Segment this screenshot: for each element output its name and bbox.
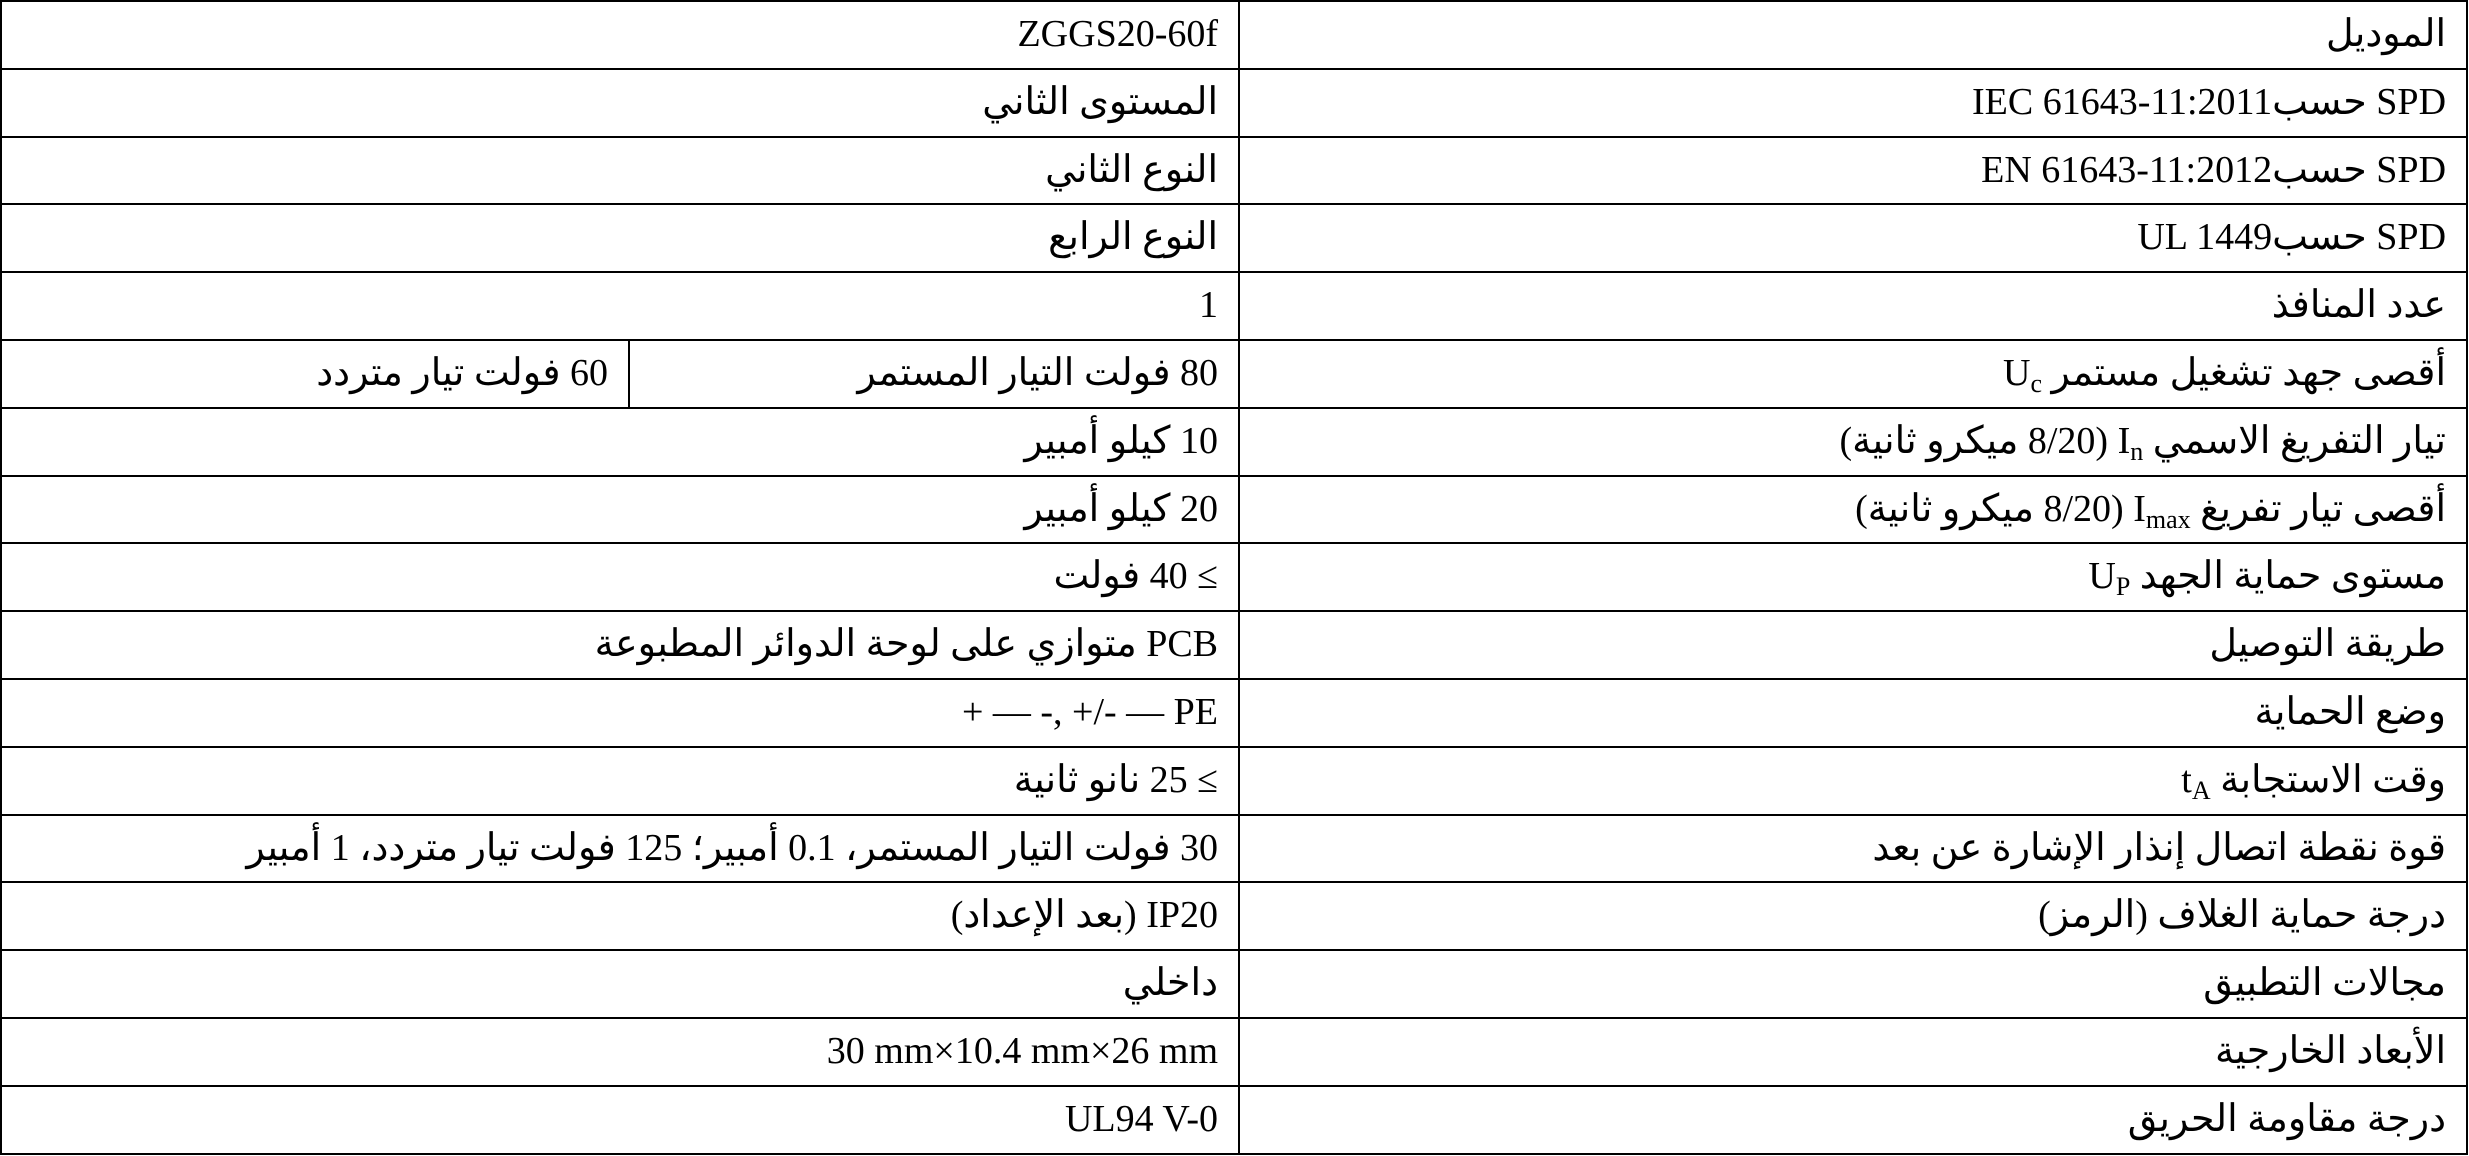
label-suffix: (8/20 ميكرو ثانية) (1839, 419, 2109, 462)
row-value: 10 كيلو أمبير (1, 408, 1239, 476)
row-value: ≥ 40 فولت (1, 543, 1239, 611)
table-row-enclosure-protection (1, 882, 2467, 950)
row-label: الموديل (1239, 1, 2467, 69)
row-label: درجة مقاومة الحريق (1239, 1086, 2467, 1154)
table-row-application-fields (1, 950, 2467, 1018)
row-value: IP20 (بعد الإعداد) (1, 882, 1239, 950)
row-label: درجة حماية الغلاف (الرمز) (1239, 882, 2467, 950)
table-row-fire-rating (1, 1086, 2467, 1154)
label-subscript: P (2115, 572, 2131, 602)
row-value: 30 فولت التيار المستمر، 0.1 أمبير؛ 125 فولت تيار متردد، 1 أمبير (1, 815, 1239, 883)
table-row-model (1, 1, 2467, 69)
label-text: مستوى حماية الجهد (2139, 555, 2447, 598)
label-subscript: c (2030, 368, 2042, 398)
row-label: مجالات التطبيق (1239, 950, 2467, 1018)
row-value: ZGGS20-60f (1, 1, 1239, 69)
row-label: قوة نقطة اتصال إنذار الإشارة عن بعد (1239, 815, 2467, 883)
label-symbol: U (2088, 555, 2116, 598)
row-value: UL94 V-0 (1, 1086, 1239, 1154)
row-label: SPD حسبUL 1449 (1239, 204, 2467, 272)
table-row-connection-method (1, 611, 2467, 679)
label-symbol: I (2117, 419, 2131, 462)
table-row-max-current (1, 476, 2467, 544)
table-row-ports (1, 272, 2467, 340)
label-text: أقصى جهد تشغيل مستمر (2051, 351, 2447, 394)
row-value-ac: 60 فولت تيار متردد (1, 340, 629, 408)
table-row-protection-level (1, 543, 2467, 611)
row-label: عدد المنافذ (1239, 272, 2467, 340)
row-value: النوع الثاني (1, 137, 1239, 205)
label-symbol: U (2003, 351, 2031, 394)
row-label (1239, 408, 2467, 476)
label-subscript: A (2191, 775, 2211, 805)
table-row-nominal-current (1, 408, 2467, 476)
row-value: + — -, +/- — PE (1, 679, 1239, 747)
row-value: 20 كيلو أمبير (1, 476, 1239, 544)
row-value: PCB متوازي على لوحة الدوائر المطبوعة (1, 611, 1239, 679)
label-text: تيار التفريغ الاسمي (2152, 419, 2447, 462)
row-label (1239, 340, 2467, 408)
label-subscript: n (2130, 436, 2144, 466)
table-row-spd-ul (1, 204, 2467, 272)
label-text: أقصى تيار تفريغ (2200, 487, 2447, 530)
row-value: النوع الرابع (1, 204, 1239, 272)
table-row-response-time (1, 747, 2467, 815)
row-label: الأبعاد الخارجية (1239, 1018, 2467, 1086)
table-row-spd-en (1, 137, 2467, 205)
table-row-max-voltage (1, 340, 2467, 408)
row-label (1239, 476, 2467, 544)
row-label: SPD حسبEN 61643-11:2012 (1239, 137, 2467, 205)
row-value-dc: 80 فولت التيار المستمر (629, 340, 1239, 408)
label-text: وقت الاستجابة (2220, 758, 2447, 801)
row-label: SPD حسبIEC 61643-11:2011 (1239, 69, 2467, 137)
row-label (1239, 747, 2467, 815)
label-symbol: t (2181, 758, 2192, 801)
table-row-spd-iec (1, 69, 2467, 137)
table-row-remote-signal (1, 815, 2467, 883)
row-value: داخلي (1, 950, 1239, 1018)
label-symbol: I (2133, 487, 2146, 530)
table-row-dimensions (1, 1018, 2467, 1086)
label-subscript: max (2145, 504, 2191, 534)
row-label (1239, 543, 2467, 611)
row-value: المستوى الثاني (1, 69, 1239, 137)
row-label: طريقة التوصيل (1239, 611, 2467, 679)
label-suffix: (8/20 ميكرو ثانية) (1855, 487, 2124, 530)
row-value: ≥ 25 نانو ثانية (1, 747, 1239, 815)
row-value: 1 (1, 272, 1239, 340)
row-label: وضع الحماية (1239, 679, 2467, 747)
table-row-protection-mode (1, 679, 2467, 747)
row-value: 30 mm×10.4 mm×26 mm (1, 1018, 1239, 1086)
